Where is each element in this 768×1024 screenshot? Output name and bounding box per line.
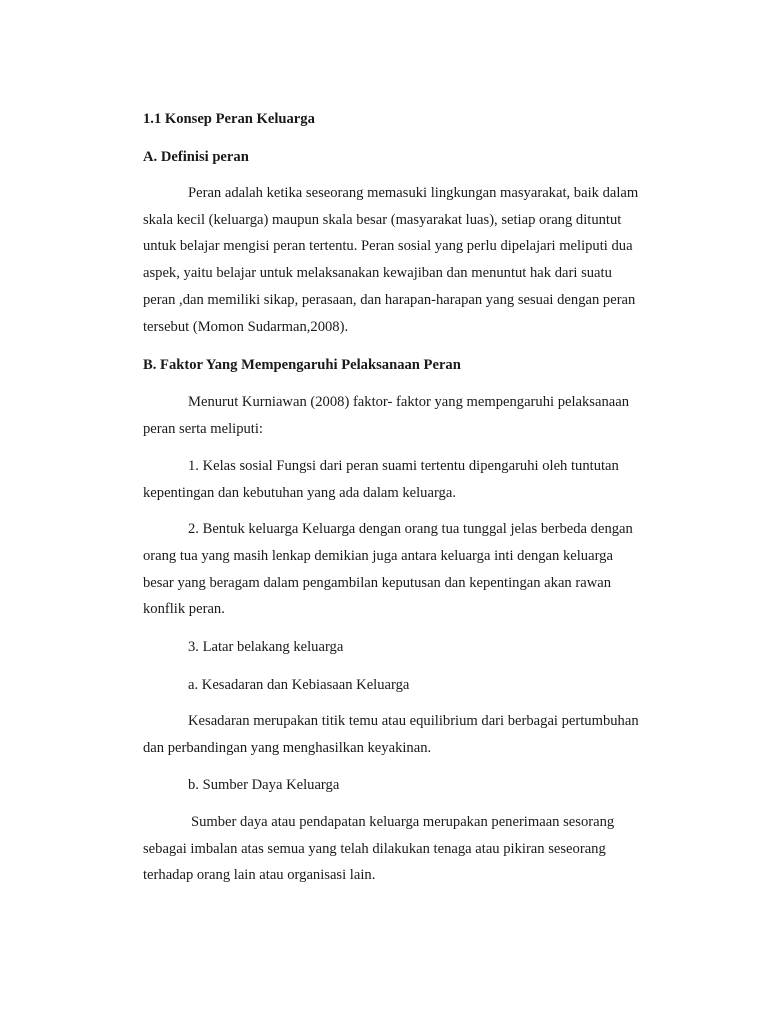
paragraph-line: kepentingan dan kebutuhan yang ada dalam keluarga. [143,485,456,501]
sub-item-b-title: b. Sumber Daya Keluarga [188,777,340,793]
paragraph-line: peran serta meliputi: [143,421,263,437]
paragraph-line: Menurut Kurniawan (2008) faktor- faktor yang mempengaruhi pelaksanaan [188,394,630,410]
paragraph-line: besar yang beragam dalam pengambilan keputusan dan kepentingan akan rawan [143,575,612,591]
subsection-a-title: A. Definisi peran [143,149,249,165]
subsection-b-title: B. Faktor Yang Mempengaruhi Pelaksanaan Peran [143,357,461,373]
paragraph-line: aspek, yaitu belajar untuk melaksanakan kewajiban dan menuntut hak dari suatu [143,265,612,281]
paragraph-line: konflik peran. [143,601,225,617]
paragraph-line: Peran adalah ketika seseorang memasuki lingkungan masyarakat, baik dalam [188,185,639,201]
list-item-3: 3. Latar belakang keluarga [188,639,344,655]
paragraph-line: orang tua yang masih lenkap demikian juga antara keluarga inti dengan keluarga [143,548,613,564]
paragraph-line: Sumber daya atau pendapatan keluarga merupakan penerimaan sesorang [191,814,615,830]
paragraph-line: skala kecil (keluarga) maupun skala besar (masyarakat luas), setiap orang dituntut [143,212,622,228]
sub-item-a-title: a. Kesadaran dan Kebiasaan Keluarga [188,677,410,693]
paragraph-line: 1. Kelas sosial Fungsi dari peran suami tertentu dipengaruhi oleh tuntutan [188,458,619,474]
paragraph-line: terhadap orang lain atau organisasi lain. [143,867,376,883]
paragraph-line: 2. Bentuk keluarga Keluarga dengan orang tua tunggal jelas berbeda dengan [188,521,633,537]
paragraph-line: dan perbandingan yang menghasilkan keyakinan. [143,740,432,756]
paragraph-line: Kesadaran merupakan titik temu atau equilibrium dari berbagai pertumbuhan [188,713,639,729]
paragraph-line: untuk belajar mengisi peran tertentu. Peran sosial yang perlu dipelajari meliputi dua [143,238,633,254]
paragraph-line: peran ,dan memiliki sikap, perasaan, dan harapan-harapan yang sesuai dengan peran [143,292,636,308]
paragraph-line: tersebut (Momon Sudarman,2008). [143,319,349,335]
paragraph-line: sebagai imbalan atas semua yang telah dilakukan tenaga atau pikiran seseorang [143,841,606,857]
section-title: 1.1 Konsep Peran Keluarga [143,111,315,127]
